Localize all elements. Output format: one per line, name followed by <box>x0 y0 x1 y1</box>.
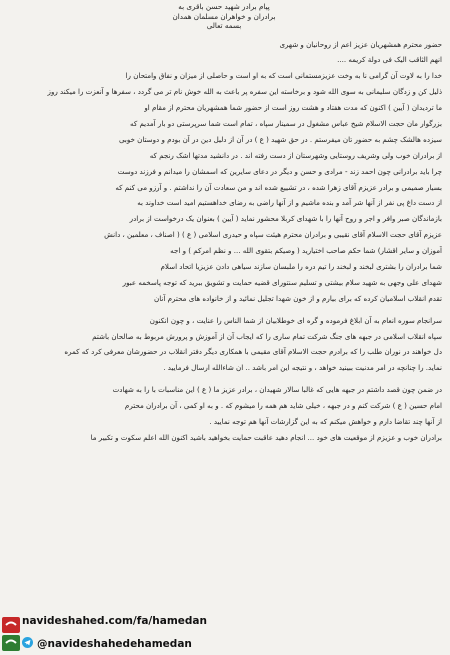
paragraph-3 <box>6 382 442 446</box>
text-line: آموزان و سایر اقشار) شما حکم صاحب اختیارید ( وصیکم بتقوی الله ... و نظم امرکم ) و اجه <box>170 246 442 256</box>
text-line: ما تردیدان ( آیین ) اکنون که مدت هفتاد و هشت روز است از حضور شما همشهریان محترم از مقام او <box>144 103 442 113</box>
text-line: خدا را به لاوت آن گرامی نا به وخت عزیزمستمانی است که به او است و حاصلی از میزان و نفاق وامتحان را <box>125 71 442 81</box>
paragraph-2 <box>6 313 442 377</box>
text-line: نماید. را چنانچه در امر مدنیت ببینید خواهد ، و نتیجه این امر باشد .. ان شاءالله ارسال فرمایید . <box>163 363 442 373</box>
text-line: برادران خوب و عزیزم از موقعیت های خود ... انجام دهید عاقبت حمایت بخواهید باشید اکنون الله اعلم سکوت و تکبیر ما <box>90 432 442 442</box>
text-line: از برادران خوب ولی وشریف روستایی وشهرستان از دست رفته اند . در دانشید مدتها اشک رنجم که <box>149 150 442 160</box>
header-line-1: پیام برادر شهید حسن باقری به <box>178 2 270 11</box>
text-line: در ضمن چون قصد داشتم در جبهه هایی که غالبا سالار شهیدان ، برادر عزیز ما ( ع ) این مناسبات با را به شهادت <box>112 385 442 395</box>
telegram-icon <box>22 637 33 648</box>
text-line: انهم الثاقب الیک فی دولة کریمه .... <box>337 55 442 65</box>
text-line: شما برادران را بشتری لبخند و لبخند را تیم دره را ملبسان سازند سیاهی دادن عزیزیا اتحاد اسلام <box>160 261 442 271</box>
text-line: بسیار صمیمی و برادر عزیزم آقای زهرا شده ، در تشییع شده اند و من سعادت آن را نداشتم . و آرزو می کنم که <box>115 182 442 192</box>
text-line: چرا باید برادرانی چون احمد زند - مرادی و حسن و دیگر در دعای سایرین که اسمشان را میدانم و فرزند دوست <box>117 166 442 176</box>
text-line: بازماندگان صبر وافر و اجر و روح آنها را با شهدای کربلا محشور نماید ( آیین ) بعنوان یک درخواست از برادر <box>129 214 442 224</box>
text-line: حضور محترم همشهریان عزیز اعم از روحانیان و شهری <box>279 39 442 49</box>
text-line: سیزده هالشک چشم به حضور تان میفرستم . در حق شهید ( ع ) در آن از دلیل دین در آن بودم و دوستان خوبی <box>118 134 442 144</box>
text-line: امام حسین ( ع ) شرکت کنم و در جبهه ، خیلی شاید هم همه را میشوم که . و به او کمی ، آن برادران محترم <box>124 401 442 411</box>
text-line: شهدای علی وجهی به شهید سلام بیشتی و تسلیم سنتورای قضیه حمایت و تشویق ببرید که توجه پاسخمه عبور <box>122 277 442 287</box>
text-line: از آنها چند تقاضا دارم و خواهش میکنم که به این گزارشات آنها هم توجه نمایید . <box>209 416 442 426</box>
text-line: دل خواهند در نوران طلب را که برادرم حجت الاسلام آقای مقیمی با همکاری دیگر دفتر انقلاب در حضورشان معرفی کرد که کمره <box>64 347 442 357</box>
letter-header <box>6 2 442 31</box>
handwritten-letter <box>6 2 442 446</box>
facebook-url <box>22 615 207 627</box>
text-line: ذلیل کن و زدگان سلیمانی به سوی الله شود و برخاسته این سفره پر باعث به الله خوش نام تر می گردد ، سفرها و آنعزت را میکند روز <box>47 87 442 97</box>
site-watermark <box>0 611 450 655</box>
letter-body <box>6 37 442 446</box>
text-line: سپاه انقلاب اسلامی در جبهه های جنگ شرکت تمام ساری را که ایجاب آن از آموزش و پرورش مربوط به صالحان باشتم <box>92 331 442 341</box>
header-line-3: بسمه تعالی <box>206 21 242 30</box>
paragraph-1 <box>6 37 442 307</box>
header-line-2: برادران و خواهران مسلمان همدان <box>172 11 276 21</box>
text-line: عزیزم آقای حجت الاسلام آقای نقیبی و برادران محترم هیئت سپاه و حیدری اسلامی ( ع ) ( اصناف ، معلمین ، دانش <box>104 230 442 240</box>
watermark-url-text: navideshahed.com/fa/hamedan <box>22 615 207 627</box>
navideshahed-logo-icon <box>0 615 22 653</box>
watermark-handle-text: @navideshahedehamedan <box>37 638 192 650</box>
text-line: بزرگوار مان حجت الاسلام شیخ عباس مشغول در سمینار سپاه ، تمام است شما سرپرستی دو بار آمدیم که <box>130 118 442 128</box>
telegram-handle <box>22 637 192 650</box>
text-line: تقدم انقلاب اسلامیان کرده که برای بیارم و از خون شهدا تجلیل نمائید و از خانواده های محترم آنان <box>154 293 442 303</box>
text-line: از دست داغ پی نفر از آنها شر آمد و بنده ماشیم و از آنها راضی به رضای خداهستیم امید است خداوند به <box>137 198 442 208</box>
text-line: سرانجام سوره انعام به آن ابلاغ فرموده و گره ای خوطلابیان از شما الناس را عنایت ، و چون انکنون <box>149 315 442 325</box>
